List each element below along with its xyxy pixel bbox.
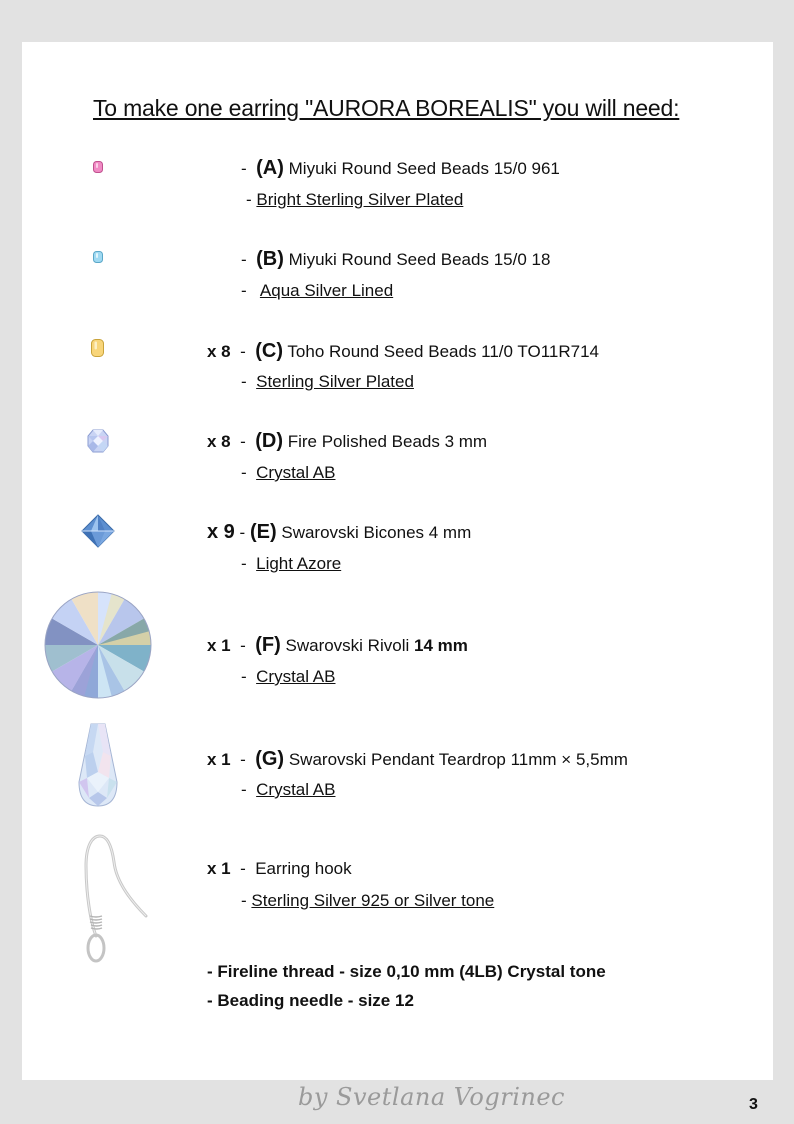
page-number: 3 <box>749 1096 758 1113</box>
item-f-color: - Crystal AB <box>241 667 336 686</box>
item-b-color: - Aqua Silver Lined <box>241 281 394 300</box>
item-code: (A) <box>256 157 284 179</box>
item-c-color: - Sterling Silver Plated <box>241 372 414 391</box>
item-b-line: - (B) Miyuki Round Seed Beads 15/0 18 <box>241 248 551 270</box>
earring-hook-icon <box>76 832 154 964</box>
item-a-line: - (A) Miyuki Round Seed Beads 15/0 961 <box>241 157 560 179</box>
item-d-color: - Crystal AB <box>241 463 336 482</box>
item-f-line: x 1 - (F) Swarovski Rivoli 14 mm <box>207 634 468 656</box>
item-d-line: x 8 - (D) Fire Polished Beads 3 mm <box>207 430 488 452</box>
item-a-color: - Bright Sterling Silver Plated <box>246 190 464 209</box>
item-e-line: x 9 - (E) Swarovski Bicones 4 mm <box>207 521 472 543</box>
item-h-line: x 1 - Earring hook <box>207 859 352 878</box>
item-c-line: x 8 - (C) Toho Round Seed Beads 11/0 TO11R714 <box>207 340 599 362</box>
rivoli-icon <box>43 590 153 700</box>
aqua-seed-bead-icon <box>92 250 104 264</box>
item-e-color: - Light Azore <box>241 554 342 573</box>
teardrop-icon <box>75 722 121 808</box>
yellow-seed-bead-icon <box>90 338 105 358</box>
page-title: To make one earring "AURORA BOREALIS" you will need: <box>93 95 680 121</box>
bicone-icon <box>81 514 115 548</box>
item-h-color: - Sterling Silver 925 or Silver tone <box>241 891 495 910</box>
pink-seed-bead-icon <box>92 160 104 174</box>
fireline-thread-note: - Fireline thread - size 0,10 mm (4LB) Crystal tone <box>207 962 606 981</box>
beading-needle-note: - Beading needle - size 12 <box>207 991 414 1010</box>
item-g-line: x 1 - (G) Swarovski Pendant Teardrop 11mm × 5,5mm <box>207 748 628 770</box>
fire-polished-bead-icon <box>86 428 110 454</box>
author-signature: by Svetlana Vogrinec <box>298 1083 565 1111</box>
item-g-color: - Crystal AB <box>241 780 336 799</box>
